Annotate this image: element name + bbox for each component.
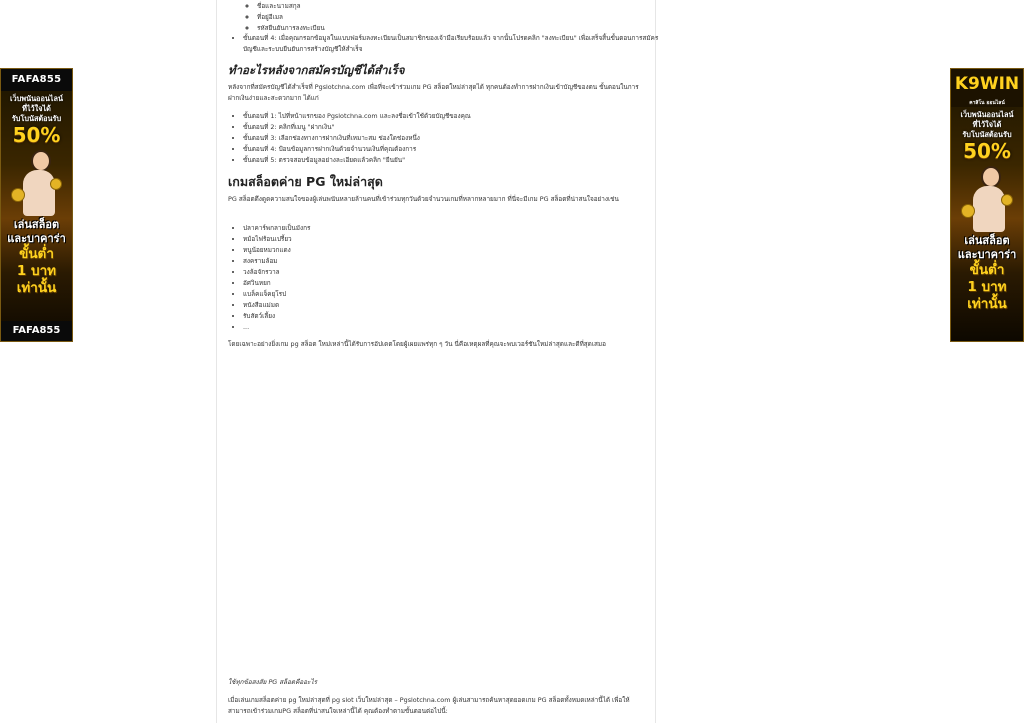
list-item[interactable]: • แบล็คแจ็คยุโรป [243, 289, 661, 300]
list-item[interactable]: • หม้อไฟร้อนเปรี้ยว [243, 234, 661, 245]
ad-headline-1: เล่นสล็อต [13, 218, 60, 231]
ad-headline-1: เล่นสล็อต [964, 234, 1010, 247]
ad-model-image [959, 164, 1015, 234]
list-item[interactable]: • หนูน้อยหมวกแดง [243, 245, 661, 256]
ad-headline-2: และบาคาร่า [957, 248, 1017, 261]
ad-bonus-percent: 50% [963, 139, 1011, 163]
image-caption: ใช้ทุกข้อสงสัย PG สล็อตคืออะไร [228, 678, 318, 686]
list-item: • ... [243, 322, 661, 333]
ad-line-2: ที่ไว้ใจได้ [972, 120, 1002, 129]
list-item: • ขั้นตอนที่ 4: เมื่อคุณกรอกข้อมูลในแบบฟอร์มลงทะเบียนเป็นสมาชิกของเจ้ามือเรียบร้อยแล้ว จากนั้นโปรดคลิก "ลงทะเบียน" เพื่อเสร็จสิ้นขั้นตอนการสมัครบัญชีและระบบยืนยันการสร้างบัญชีให้สำเร็จ [243, 33, 661, 55]
ad-brand-bottom: FAFA855 [1, 321, 72, 341]
ad-brand-top: FAFA855 [1, 69, 72, 91]
right-ad-banner[interactable] [950, 68, 1024, 342]
paragraph-updates: โดยเฉพาะอย่างยิ่งเกม pg สล็อต ใหม่เหล่านี้ได้รับการอัปเดตโดยผู้เผยแพร่ทุก ๆ วัน นี่คือเหตุผลที่คุณจะพบเวอร์ชันใหม่ล่าสุดและดีที่สุดเสมอ [228, 340, 606, 348]
article-column [216, 0, 659, 723]
ad-line-2: ที่ไว้ใจได้ [22, 104, 51, 113]
coin-icon [50, 178, 62, 190]
list-item[interactable]: • อัศวินหยก [243, 278, 661, 289]
coin-icon [961, 204, 975, 218]
paragraph-games-intro: PG สล็อตดึงดูดความสนใจของผู้เล่นพนันหลายล้านคนที่เข้าร่วมทุกวันด้วยจำนวนเกมที่หลากหลายมาก ที่นี่จะมีเกม PG สล็อตที่น่าสนใจอย่างเช่น [228, 195, 619, 203]
left-ad-banner[interactable] [0, 68, 73, 342]
coin-icon [1001, 194, 1013, 206]
list-item: • ขั้นตอนที่ 4: ป้อนข้อมูลการฝากเงินด้วยจำนวนเงินที่คุณต้องการ [243, 144, 661, 155]
registration-fields-list [228, 1, 667, 34]
ad-min-amount: 1 บาท [16, 263, 57, 279]
list-item[interactable]: • ปลาคาร์พกลายเป็นมังกร [243, 223, 661, 234]
paragraph-how-to-join: เมื่อเล่นเกมสล็อตค่าย pg ใหม่ล่าสุดที่ pg slot เว็บใหม่ล่าสุด – Pgslotchna.com ผู้เล่นสามารถค้นหาสุดยอดเกม PG สล็อตทั้งหมดเหล่านี้ได้ เพื่อให้สามารถเข้าร่วมเกมPG สล็อตที่น่าสนใจเหล่านี้ได้ คุณต้องทำตามขั้นตอนต่อไปนี้: [228, 696, 630, 715]
ad-headline-2: และบาคาร่า [7, 232, 66, 245]
list-item: • ขั้นตอนที่ 1: ไปที่หน้าแรกของ Pgslotchna.com และลงชื่อเข้าใช้ด้วยบัญชีของคุณ [243, 111, 661, 122]
step4-list [228, 33, 661, 55]
list-item[interactable]: • สงครามล้อม [243, 256, 661, 267]
ad-line-3: รับโบนัสต้อนรับ [962, 130, 1012, 139]
deposit-steps-list [228, 111, 661, 166]
ad-line-3: รับโบนัสต้อนรับ [11, 114, 62, 123]
list-item[interactable]: • รับสัตว์เลี้ยง [243, 311, 661, 322]
ad-logo-subtext: คาสิโน ออนไลน์ [969, 100, 1005, 106]
ad-line-1: เว็บพนันออนไลน์ [10, 94, 63, 103]
list-item: • ขั้นตอนที่ 2: คลิกที่เมนู "ฝากเงิน" [243, 122, 661, 133]
ad-min-only: เท่านั้น [967, 296, 1007, 312]
heading-latest-games: เกมสล็อตค่าย PG ใหม่ล่าสุด [228, 174, 383, 189]
list-item: ◦ ที่อยู่อีเมล [257, 12, 667, 23]
embedded-media-placeholder [228, 366, 646, 670]
list-item[interactable]: • วงล้อจักรวาล [243, 267, 661, 278]
games-list [228, 223, 661, 333]
list-item[interactable]: • หนังสือแม่มด [243, 300, 661, 311]
coin-icon [11, 188, 25, 202]
list-item: • ขั้นตอนที่ 5: ตรวจสอบข้อมูลอย่างละเอียดแล้วคลิก "ยืนยัน" [243, 155, 661, 166]
list-item: ◦ ชื่อและนามสกุล [257, 1, 667, 12]
ad-logo-text: K9WIN [954, 74, 1020, 94]
ad-logo [951, 69, 1023, 107]
ad-min-label: ขั้นต่ำ [19, 246, 54, 262]
list-item: ◦ รหัสยืนยันการลงทะเบียน [257, 23, 667, 34]
ad-min-label: ขั้นต่ำ [969, 262, 1005, 278]
paragraph-after-registration: หลังจากที่สมัครบัญชีได้สำเร็จที่ Pgslotchna.com เพื่อที่จะเข้าร่วมเกม PG สล็อตใหม่ล่าสุดได้ ทุกคนต้องทำการฝากเงินเข้าบัญชีของตน ขั้นตอนในการฝากเงินง่ายและสะดวกมาก ได้แก่ [228, 83, 639, 102]
ad-min-amount: 1 บาท [967, 279, 1007, 295]
ad-model-image [9, 148, 64, 218]
ad-min-only: เท่านั้น [16, 280, 57, 296]
list-item: • ขั้นตอนที่ 3: เลือกช่องทางการฝากเงินที่เหมาะสม ช่องใดช่องหนึ่ง [243, 133, 661, 144]
ad-bonus-percent: 50% [12, 123, 61, 147]
ad-line-1: เว็บพนันออนไลน์ [960, 110, 1014, 119]
heading-after-registration: ทำอะไรหลังจากสมัครบัญชีได้สำเร็จ [228, 63, 405, 77]
